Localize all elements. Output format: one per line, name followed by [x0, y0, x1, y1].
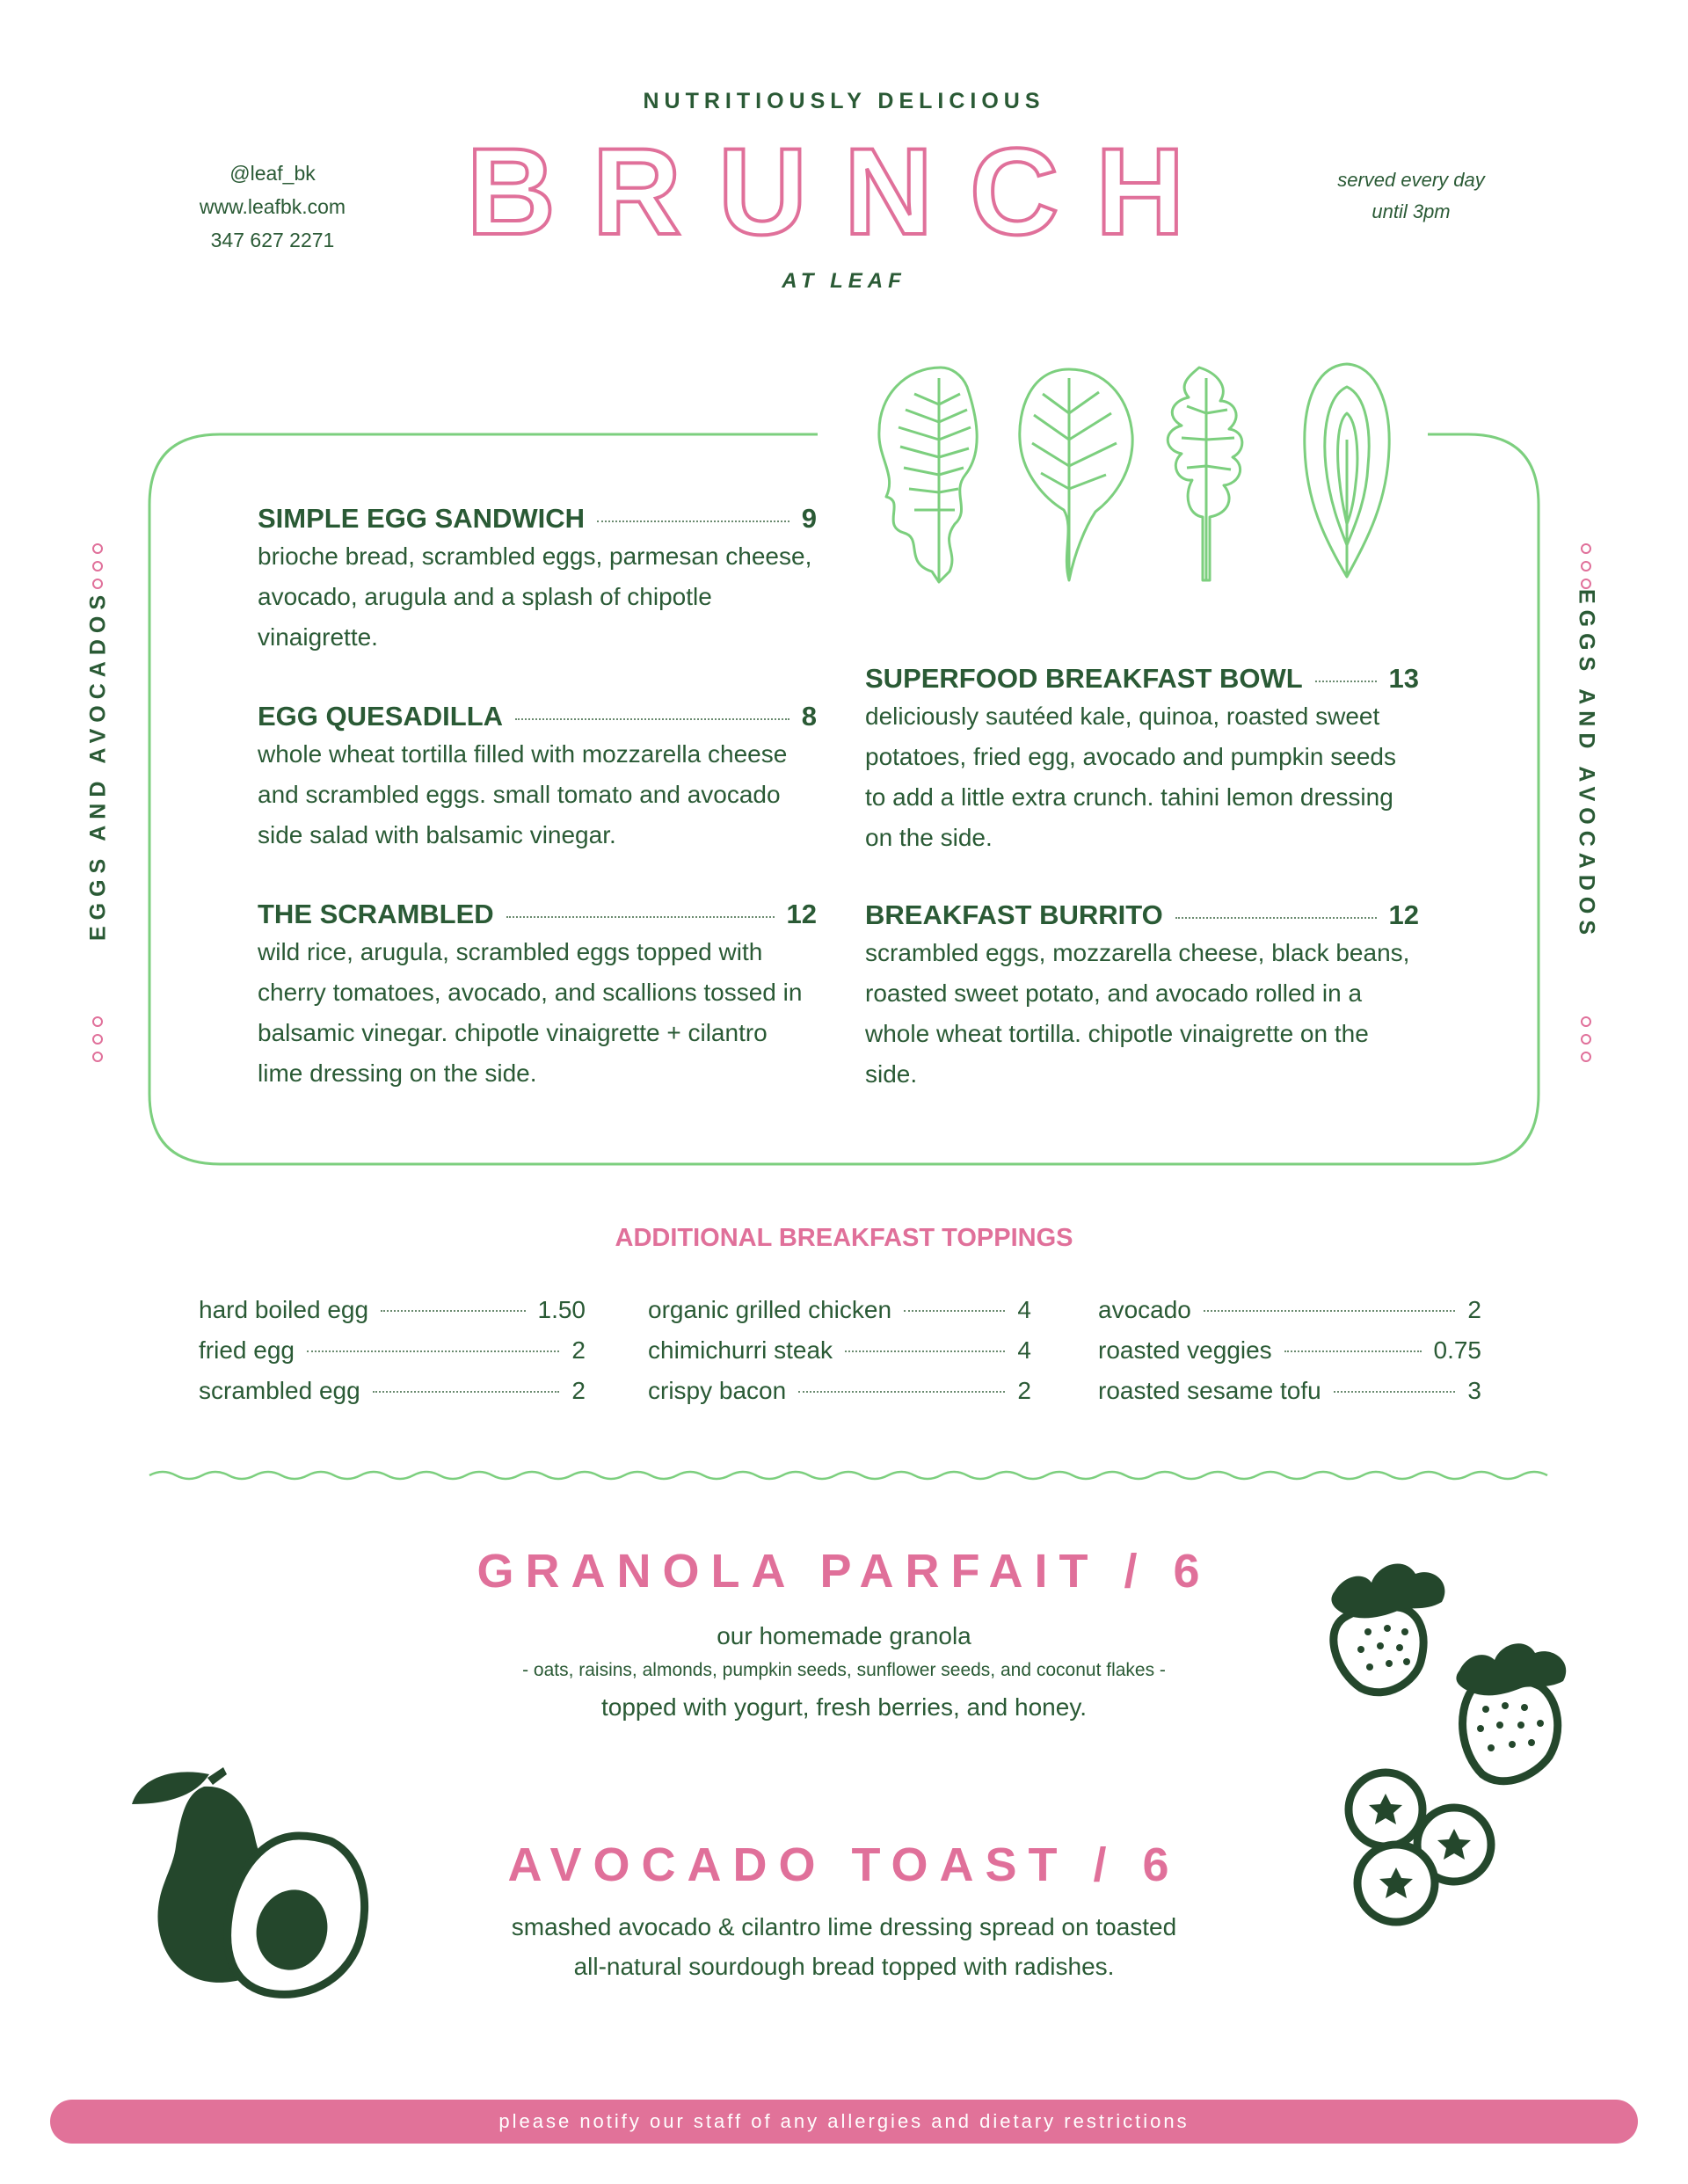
brunch-title-text: BRUNCH — [466, 130, 1222, 260]
item-name: THE SCRAMBLED — [258, 899, 494, 929]
topping-name: fried egg — [199, 1336, 295, 1364]
item-description: whole wheat tortilla filled with mozzarella cheese and scrambled eggs. small tomato and avocado side salad with balsamic vinegar. — [258, 740, 788, 848]
leaf-icon — [1020, 369, 1132, 580]
item-name: SIMPLE EGG SANDWICH — [258, 503, 586, 534]
leaf-icon — [1305, 364, 1389, 577]
dot-ornament — [1581, 579, 1591, 589]
allergy-notice-text: please notify our staff of any allergies and dietary restrictions — [498, 2110, 1190, 2132]
dot-leader — [904, 1310, 1005, 1312]
topping-row — [1098, 1330, 1481, 1371]
phone-number[interactable]: 347 627 2271 — [210, 229, 335, 251]
toppings-column — [199, 1290, 586, 1411]
item-description: wild rice, arugula, scrambled eggs topped with cherry tomatoes, avocado, and scallions tossed in balsamic vinegar. chipotle vinaigrette + cilantro lime dressing on the side. — [258, 938, 803, 1087]
dot-leader — [1334, 1391, 1456, 1393]
topping-price: 2 — [571, 1336, 586, 1364]
parfait-line-3: topped with yogurt, fresh berries, and honey. — [600, 1693, 1088, 1721]
leaf-icon — [879, 368, 977, 582]
item-name: SUPERFOOD BREAKFAST BOWL — [865, 663, 1303, 694]
dot-ornament — [92, 1034, 103, 1045]
topping-name: roasted veggies — [1098, 1336, 1272, 1364]
toppings-title: ADDITIONAL BREAKFAST TOPPINGS — [615, 1224, 1073, 1252]
topping-name: roasted sesame tofu — [1098, 1377, 1321, 1404]
menu-item — [258, 899, 817, 1094]
topping-row — [648, 1330, 1031, 1371]
subtitle: AT LEAF — [782, 269, 906, 293]
topping-price: 2 — [571, 1377, 586, 1404]
topping-price: 0.75 — [1433, 1336, 1481, 1364]
dot-ornament — [92, 561, 103, 571]
wavy-divider — [149, 1472, 1547, 1479]
item-price: 9 — [801, 503, 817, 534]
topping-row — [199, 1290, 586, 1330]
toast-line-2: all-natural sourdough bread topped with radishes. — [573, 1953, 1115, 1980]
dot-leader — [798, 1391, 1005, 1393]
topping-name: avocado — [1098, 1296, 1191, 1323]
dot-ornament — [1581, 1052, 1591, 1062]
topping-price: 2 — [1017, 1377, 1031, 1404]
dot-leader — [307, 1350, 559, 1352]
allergy-notice-bar — [50, 2100, 1638, 2144]
item-description: brioche bread, scrambled eggs, parmesan cheese, avocado, arugula and a splash of chipotle vinaigrette. — [258, 542, 812, 651]
dot-leader — [1284, 1350, 1422, 1352]
parfait-line-2: - oats, raisins, almonds, pumpkin seeds, sunflower seeds, and coconut flakes - — [522, 1660, 1166, 1680]
dots-top-left — [92, 540, 103, 593]
topping-price: 4 — [1017, 1296, 1031, 1323]
dot-leader — [845, 1350, 1005, 1352]
leaf-icon — [1168, 368, 1242, 580]
dot-ornament — [92, 579, 103, 589]
toppings-column — [1098, 1290, 1481, 1411]
item-description: scrambled eggs, mozzarella cheese, black beans, roasted sweet potato, and avocado rolled in a whole wheat tortilla. chipotle vinaigrette on the side. — [865, 939, 1410, 1088]
topping-row — [199, 1330, 586, 1371]
item-description: deliciously sautéed kale, quinoa, roasted sweet potatoes, fried egg, avocado and pumpkin seeds to add a little extra crunch. tahini lemon dressing on the side. — [865, 703, 1396, 851]
dot-ornament — [92, 1052, 103, 1062]
dots-bottom-left — [92, 1013, 103, 1066]
topping-row — [1098, 1290, 1481, 1330]
toast-title: AVOCADO TOAST / 6 — [507, 1838, 1181, 1891]
dot-ornament — [92, 543, 103, 554]
dot-ornament — [1581, 1016, 1591, 1027]
menu-item — [258, 503, 817, 658]
dot-leader — [597, 521, 789, 522]
item-price: 8 — [801, 701, 817, 732]
dots-bottom-right — [1581, 1013, 1591, 1066]
topping-name: chimichurri steak — [648, 1336, 833, 1364]
item-price: 12 — [1388, 899, 1419, 930]
topping-name: hard boiled egg — [199, 1296, 369, 1323]
dot-leader — [381, 1310, 525, 1312]
topping-row — [648, 1290, 1031, 1330]
topping-price: 4 — [1017, 1336, 1031, 1364]
topping-row — [1098, 1371, 1481, 1411]
menu-item — [258, 701, 817, 855]
dot-ornament — [1581, 561, 1591, 571]
toppings-column — [648, 1290, 1031, 1411]
item-name: EGG QUESADILLA — [258, 701, 504, 732]
topping-price: 1.50 — [537, 1296, 586, 1323]
topping-row — [199, 1371, 586, 1411]
tagline: NUTRITIOUSLY DELICIOUS — [643, 89, 1045, 113]
topping-price: 2 — [1467, 1296, 1481, 1323]
parfait-title: GRANOLA PARFAIT / 6 — [477, 1545, 1211, 1598]
instagram-handle[interactable]: @leaf_bk — [229, 162, 316, 185]
menu-item — [865, 663, 1419, 858]
hours-line-2: until 3pm — [1372, 200, 1451, 222]
dot-leader — [1315, 681, 1377, 682]
topping-price: 3 — [1467, 1377, 1481, 1404]
dot-ornament — [1581, 543, 1591, 554]
website-link[interactable]: www.leafbk.com — [199, 195, 346, 218]
toast-line-1: smashed avocado & cilantro lime dressing spread on toasted — [511, 1913, 1177, 1940]
dot-leader — [506, 916, 775, 918]
dot-ornament — [92, 1016, 103, 1027]
hours-line-1: served every day — [1337, 169, 1485, 191]
topping-name: organic grilled chicken — [648, 1296, 892, 1323]
topping-name: scrambled egg — [199, 1377, 360, 1404]
parfait-line-1: our homemade granola — [717, 1622, 971, 1649]
side-label-left: EGGS AND AVOCADOS — [85, 588, 111, 942]
item-name: BREAKFAST BURRITO — [865, 899, 1163, 930]
menu-item — [865, 899, 1419, 1095]
dot-leader — [1204, 1310, 1456, 1312]
topping-name: crispy bacon — [648, 1377, 787, 1404]
topping-row — [648, 1371, 1031, 1411]
dot-leader — [1175, 917, 1377, 919]
side-label-right: EGGS AND AVOCADOS — [1574, 588, 1599, 942]
dot-leader — [373, 1391, 560, 1393]
dots-top-right — [1581, 540, 1591, 593]
dot-leader — [515, 718, 789, 720]
item-price: 13 — [1388, 663, 1419, 694]
item-price: 12 — [786, 899, 817, 929]
dot-ornament — [1581, 1034, 1591, 1045]
